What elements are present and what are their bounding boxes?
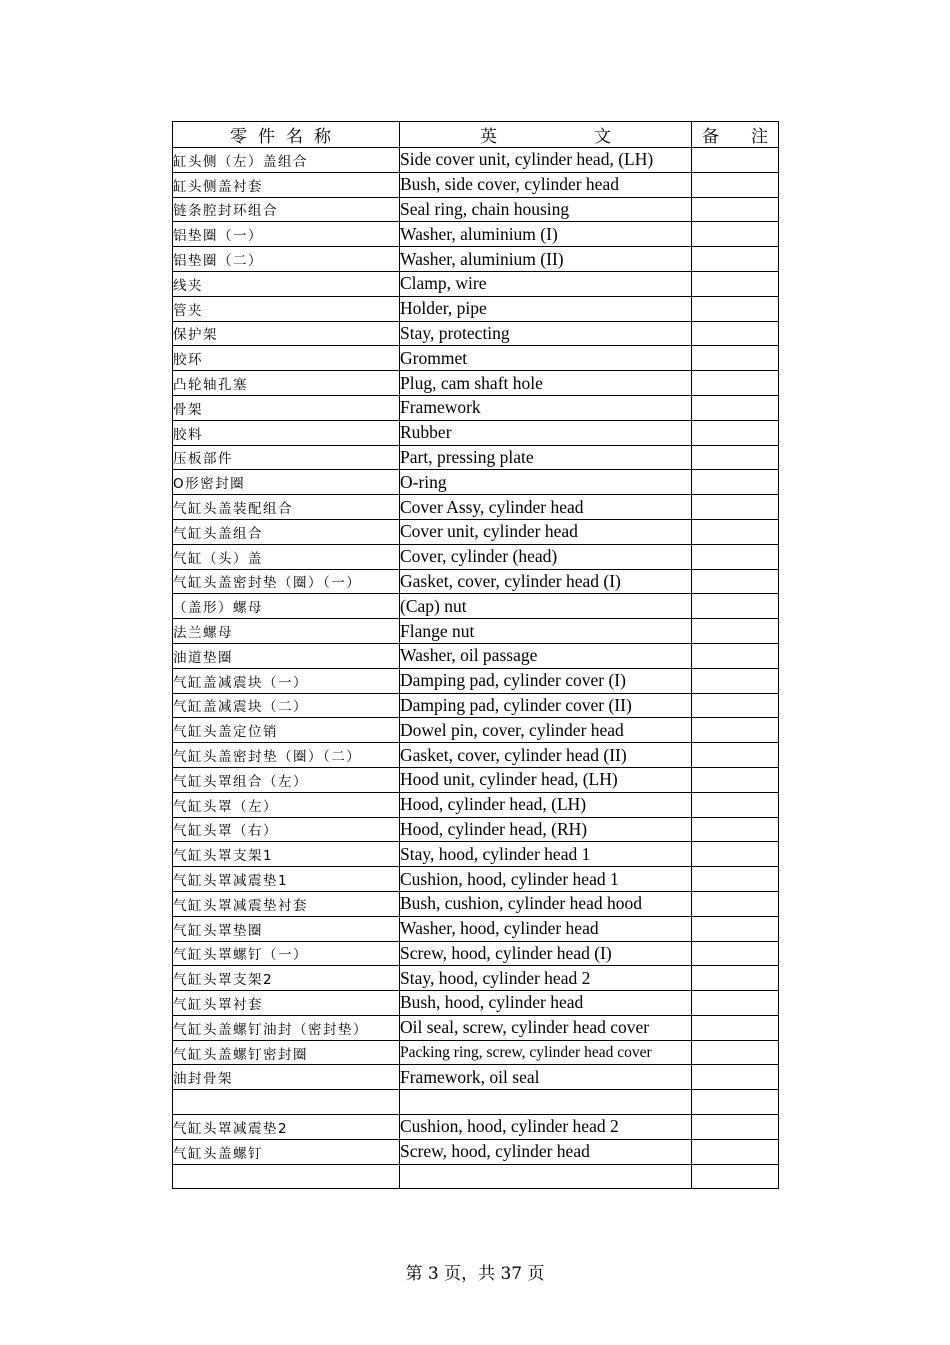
part-name-chinese: 油封骨架 <box>173 1065 400 1090</box>
table-row <box>173 321 779 346</box>
part-name-chinese: 保护架 <box>173 321 400 346</box>
part-remarks <box>692 743 779 768</box>
part-remarks <box>692 148 779 173</box>
part-name-english: Framework <box>400 395 692 420</box>
part-name-chinese: 气缸头罩减震垫衬套 <box>173 891 400 916</box>
part-name-english: Screw, hood, cylinder head <box>400 1139 692 1164</box>
part-name-chinese: 线夹 <box>173 271 400 296</box>
table-row <box>173 891 779 916</box>
part-name-chinese: 气缸头罩（左） <box>173 792 400 817</box>
part-name-chinese: 气缸头罩垫圈 <box>173 916 400 941</box>
table-row <box>173 420 779 445</box>
part-name-english: Hood, cylinder head, (RH) <box>400 817 692 842</box>
table-row <box>173 569 779 594</box>
part-remarks <box>692 420 779 445</box>
part-name-english: (Cap) nut <box>400 594 692 619</box>
parts-sheet <box>172 121 778 1189</box>
part-name-chinese: 胶料 <box>173 420 400 445</box>
table-row <box>173 817 779 842</box>
table-row <box>173 296 779 321</box>
part-remarks <box>692 321 779 346</box>
table-row <box>173 371 779 396</box>
table-row <box>173 395 779 420</box>
table-row <box>173 767 779 792</box>
part-name-chinese: 法兰螺母 <box>173 619 400 644</box>
part-remarks <box>692 445 779 470</box>
part-name-chinese: 气缸（头）盖 <box>173 544 400 569</box>
part-name-chinese: 气缸头罩减震垫2 <box>173 1115 400 1140</box>
part-remarks <box>692 1115 779 1140</box>
part-name-chinese: 气缸头罩螺钉（一） <box>173 941 400 966</box>
part-remarks <box>692 991 779 1016</box>
part-name-english: Gasket, cover, cylinder head (I) <box>400 569 692 594</box>
table-row <box>173 1015 779 1040</box>
part-name-chinese: 压板部件 <box>173 445 400 470</box>
part-name-chinese: 气缸盖减震块（一） <box>173 668 400 693</box>
header-row <box>173 122 779 148</box>
table-row <box>173 247 779 272</box>
header-english <box>400 122 692 148</box>
part-name-english: Cushion, hood, cylinder head 2 <box>400 1115 692 1140</box>
part-name-english: Screw, hood, cylinder head (I) <box>400 941 692 966</box>
part-remarks <box>692 891 779 916</box>
table-row <box>173 941 779 966</box>
part-remarks <box>692 966 779 991</box>
part-remarks <box>692 222 779 247</box>
part-name-chinese: 气缸头罩减震垫1 <box>173 867 400 892</box>
table-row <box>173 172 779 197</box>
part-name-chinese: 气缸头盖密封垫（圈）（二） <box>173 743 400 768</box>
part-name-chinese: 缸头侧盖衬套 <box>173 172 400 197</box>
table-row <box>173 1115 779 1140</box>
part-remarks <box>692 594 779 619</box>
table-row <box>173 668 779 693</box>
parts-table <box>172 121 779 1189</box>
part-remarks <box>692 371 779 396</box>
part-name-english: Stay, protecting <box>400 321 692 346</box>
part-name-english: Clamp, wire <box>400 271 692 296</box>
part-name-english: Seal ring, chain housing <box>400 197 692 222</box>
part-name-english: Side cover unit, cylinder head, (LH) <box>400 148 692 173</box>
table-row <box>173 1164 779 1189</box>
part-name-english: Hood unit, cylinder head, (LH) <box>400 767 692 792</box>
part-name-chinese: 气缸头罩支架1 <box>173 842 400 867</box>
part-remarks <box>692 619 779 644</box>
part-name-english: Cover Assy, cylinder head <box>400 495 692 520</box>
part-name-english: Damping pad, cylinder cover (II) <box>400 693 692 718</box>
table-row <box>173 445 779 470</box>
part-name-english: Washer, oil passage <box>400 643 692 668</box>
header-remarks-char-2: 注 <box>751 127 768 147</box>
part-name-chinese: 气缸头盖装配组合 <box>173 495 400 520</box>
part-remarks <box>692 271 779 296</box>
part-name-chinese: 气缸头盖螺钉油封（密封垫） <box>173 1015 400 1040</box>
table-row <box>173 346 779 371</box>
part-remarks <box>692 916 779 941</box>
part-remarks <box>692 172 779 197</box>
part-name-english: Framework, oil seal <box>400 1065 692 1090</box>
part-name-chinese: 气缸头罩衬套 <box>173 991 400 1016</box>
table-row <box>173 594 779 619</box>
part-name-chinese: 油道垫圈 <box>173 643 400 668</box>
part-name-chinese: 气缸头盖螺钉 <box>173 1139 400 1164</box>
table-row <box>173 966 779 991</box>
part-remarks <box>692 668 779 693</box>
part-name-english: Grommet <box>400 346 692 371</box>
part-name-english: Cushion, hood, cylinder head 1 <box>400 867 692 892</box>
table-row <box>173 1040 779 1065</box>
table-row <box>173 842 779 867</box>
part-remarks <box>692 792 779 817</box>
part-name-english: Washer, aluminium (II) <box>400 247 692 272</box>
part-name-chinese: 凸轮轴孔塞 <box>173 371 400 396</box>
part-name-chinese: 管夹 <box>173 296 400 321</box>
table-row <box>173 1065 779 1090</box>
header-remarks <box>692 122 779 148</box>
part-remarks <box>692 693 779 718</box>
part-remarks <box>692 346 779 371</box>
part-name-chinese: 气缸盖减震块（二） <box>173 693 400 718</box>
part-name-chinese: 铝垫圈（二） <box>173 247 400 272</box>
part-name-english <box>400 1090 692 1115</box>
part-name-english: O-ring <box>400 470 692 495</box>
part-name-english: Oil seal, screw, cylinder head cover <box>400 1015 692 1040</box>
part-remarks <box>692 1040 779 1065</box>
part-remarks <box>692 247 779 272</box>
table-row <box>173 519 779 544</box>
part-remarks <box>692 395 779 420</box>
part-name-chinese: 气缸头罩支架2 <box>173 966 400 991</box>
part-remarks <box>692 643 779 668</box>
part-remarks <box>692 296 779 321</box>
part-remarks <box>692 1090 779 1115</box>
part-name-english: Bush, cushion, cylinder head hood <box>400 891 692 916</box>
part-remarks <box>692 1015 779 1040</box>
table-row <box>173 148 779 173</box>
table-row <box>173 619 779 644</box>
header-chinese-name: 零件名称 <box>173 122 400 148</box>
part-name-english: Part, pressing plate <box>400 445 692 470</box>
part-name-english: Washer, hood, cylinder head <box>400 916 692 941</box>
part-remarks <box>692 842 779 867</box>
part-name-chinese: 气缸头盖定位销 <box>173 718 400 743</box>
part-remarks <box>692 941 779 966</box>
table-row <box>173 867 779 892</box>
table-row <box>173 271 779 296</box>
part-name-chinese: 骨架 <box>173 395 400 420</box>
part-name-chinese: 气缸头罩组合（左） <box>173 767 400 792</box>
table-row <box>173 1139 779 1164</box>
part-remarks <box>692 767 779 792</box>
part-remarks <box>692 1164 779 1189</box>
table-row <box>173 792 779 817</box>
table-row <box>173 197 779 222</box>
part-name-english: Bush, side cover, cylinder head <box>400 172 692 197</box>
table-row <box>173 222 779 247</box>
part-name-chinese: 铝垫圈（一） <box>173 222 400 247</box>
page-footer: 第 3 页，共 37 页 <box>405 1264 545 1284</box>
table-row <box>173 743 779 768</box>
table-row <box>173 544 779 569</box>
part-name-chinese: 气缸头罩（右） <box>173 817 400 842</box>
part-name-english: Cover unit, cylinder head <box>400 519 692 544</box>
part-name-english: Stay, hood, cylinder head 1 <box>400 842 692 867</box>
part-remarks <box>692 867 779 892</box>
part-remarks <box>692 544 779 569</box>
header-english-char-1: 英 <box>480 127 497 147</box>
part-name-english: Plug, cam shaft hole <box>400 371 692 396</box>
part-remarks <box>692 470 779 495</box>
part-name-chinese: 气缸头盖密封垫（圈）（一） <box>173 569 400 594</box>
part-name-english: Flange nut <box>400 619 692 644</box>
part-name-english: Stay, hood, cylinder head 2 <box>400 966 692 991</box>
part-name-chinese: 链条腔封环组合 <box>173 197 400 222</box>
part-name-english <box>400 1164 692 1189</box>
part-name-english: Washer, aluminium (I) <box>400 222 692 247</box>
part-name-chinese: 气缸头盖螺钉密封圈 <box>173 1040 400 1065</box>
table-row <box>173 470 779 495</box>
part-name-chinese: 缸头侧（左）盖组合 <box>173 148 400 173</box>
part-name-chinese: （盖形）螺母 <box>173 594 400 619</box>
part-name-english: Holder, pipe <box>400 296 692 321</box>
parts-table-body <box>173 148 779 1189</box>
table-row <box>173 718 779 743</box>
part-remarks <box>692 1065 779 1090</box>
header-english-char-2: 文 <box>594 127 611 147</box>
header-remarks-char-1: 备 <box>702 127 719 147</box>
part-remarks <box>692 197 779 222</box>
part-remarks <box>692 495 779 520</box>
part-name-english: Gasket, cover, cylinder head (II) <box>400 743 692 768</box>
part-name-chinese: 气缸头盖组合 <box>173 519 400 544</box>
part-name-english: Bush, hood, cylinder head <box>400 991 692 1016</box>
part-remarks <box>692 519 779 544</box>
table-row <box>173 643 779 668</box>
part-remarks <box>692 569 779 594</box>
part-name-chinese: 胶环 <box>173 346 400 371</box>
part-remarks <box>692 1139 779 1164</box>
part-name-english: Rubber <box>400 420 692 445</box>
table-row <box>173 916 779 941</box>
table-row <box>173 693 779 718</box>
table-row <box>173 1090 779 1115</box>
part-name-english: Packing ring, screw, cylinder head cover <box>400 1040 692 1065</box>
part-name-english: Hood, cylinder head, (LH) <box>400 792 692 817</box>
part-name-english: Dowel pin, cover, cylinder head <box>400 718 692 743</box>
part-remarks <box>692 817 779 842</box>
table-row <box>173 495 779 520</box>
table-row <box>173 991 779 1016</box>
part-name-chinese: O形密封圈 <box>173 470 400 495</box>
part-remarks <box>692 718 779 743</box>
part-name-english: Damping pad, cylinder cover (I) <box>400 668 692 693</box>
part-name-english: Cover, cylinder (head) <box>400 544 692 569</box>
part-name-chinese <box>173 1090 400 1115</box>
part-name-chinese <box>173 1164 400 1189</box>
